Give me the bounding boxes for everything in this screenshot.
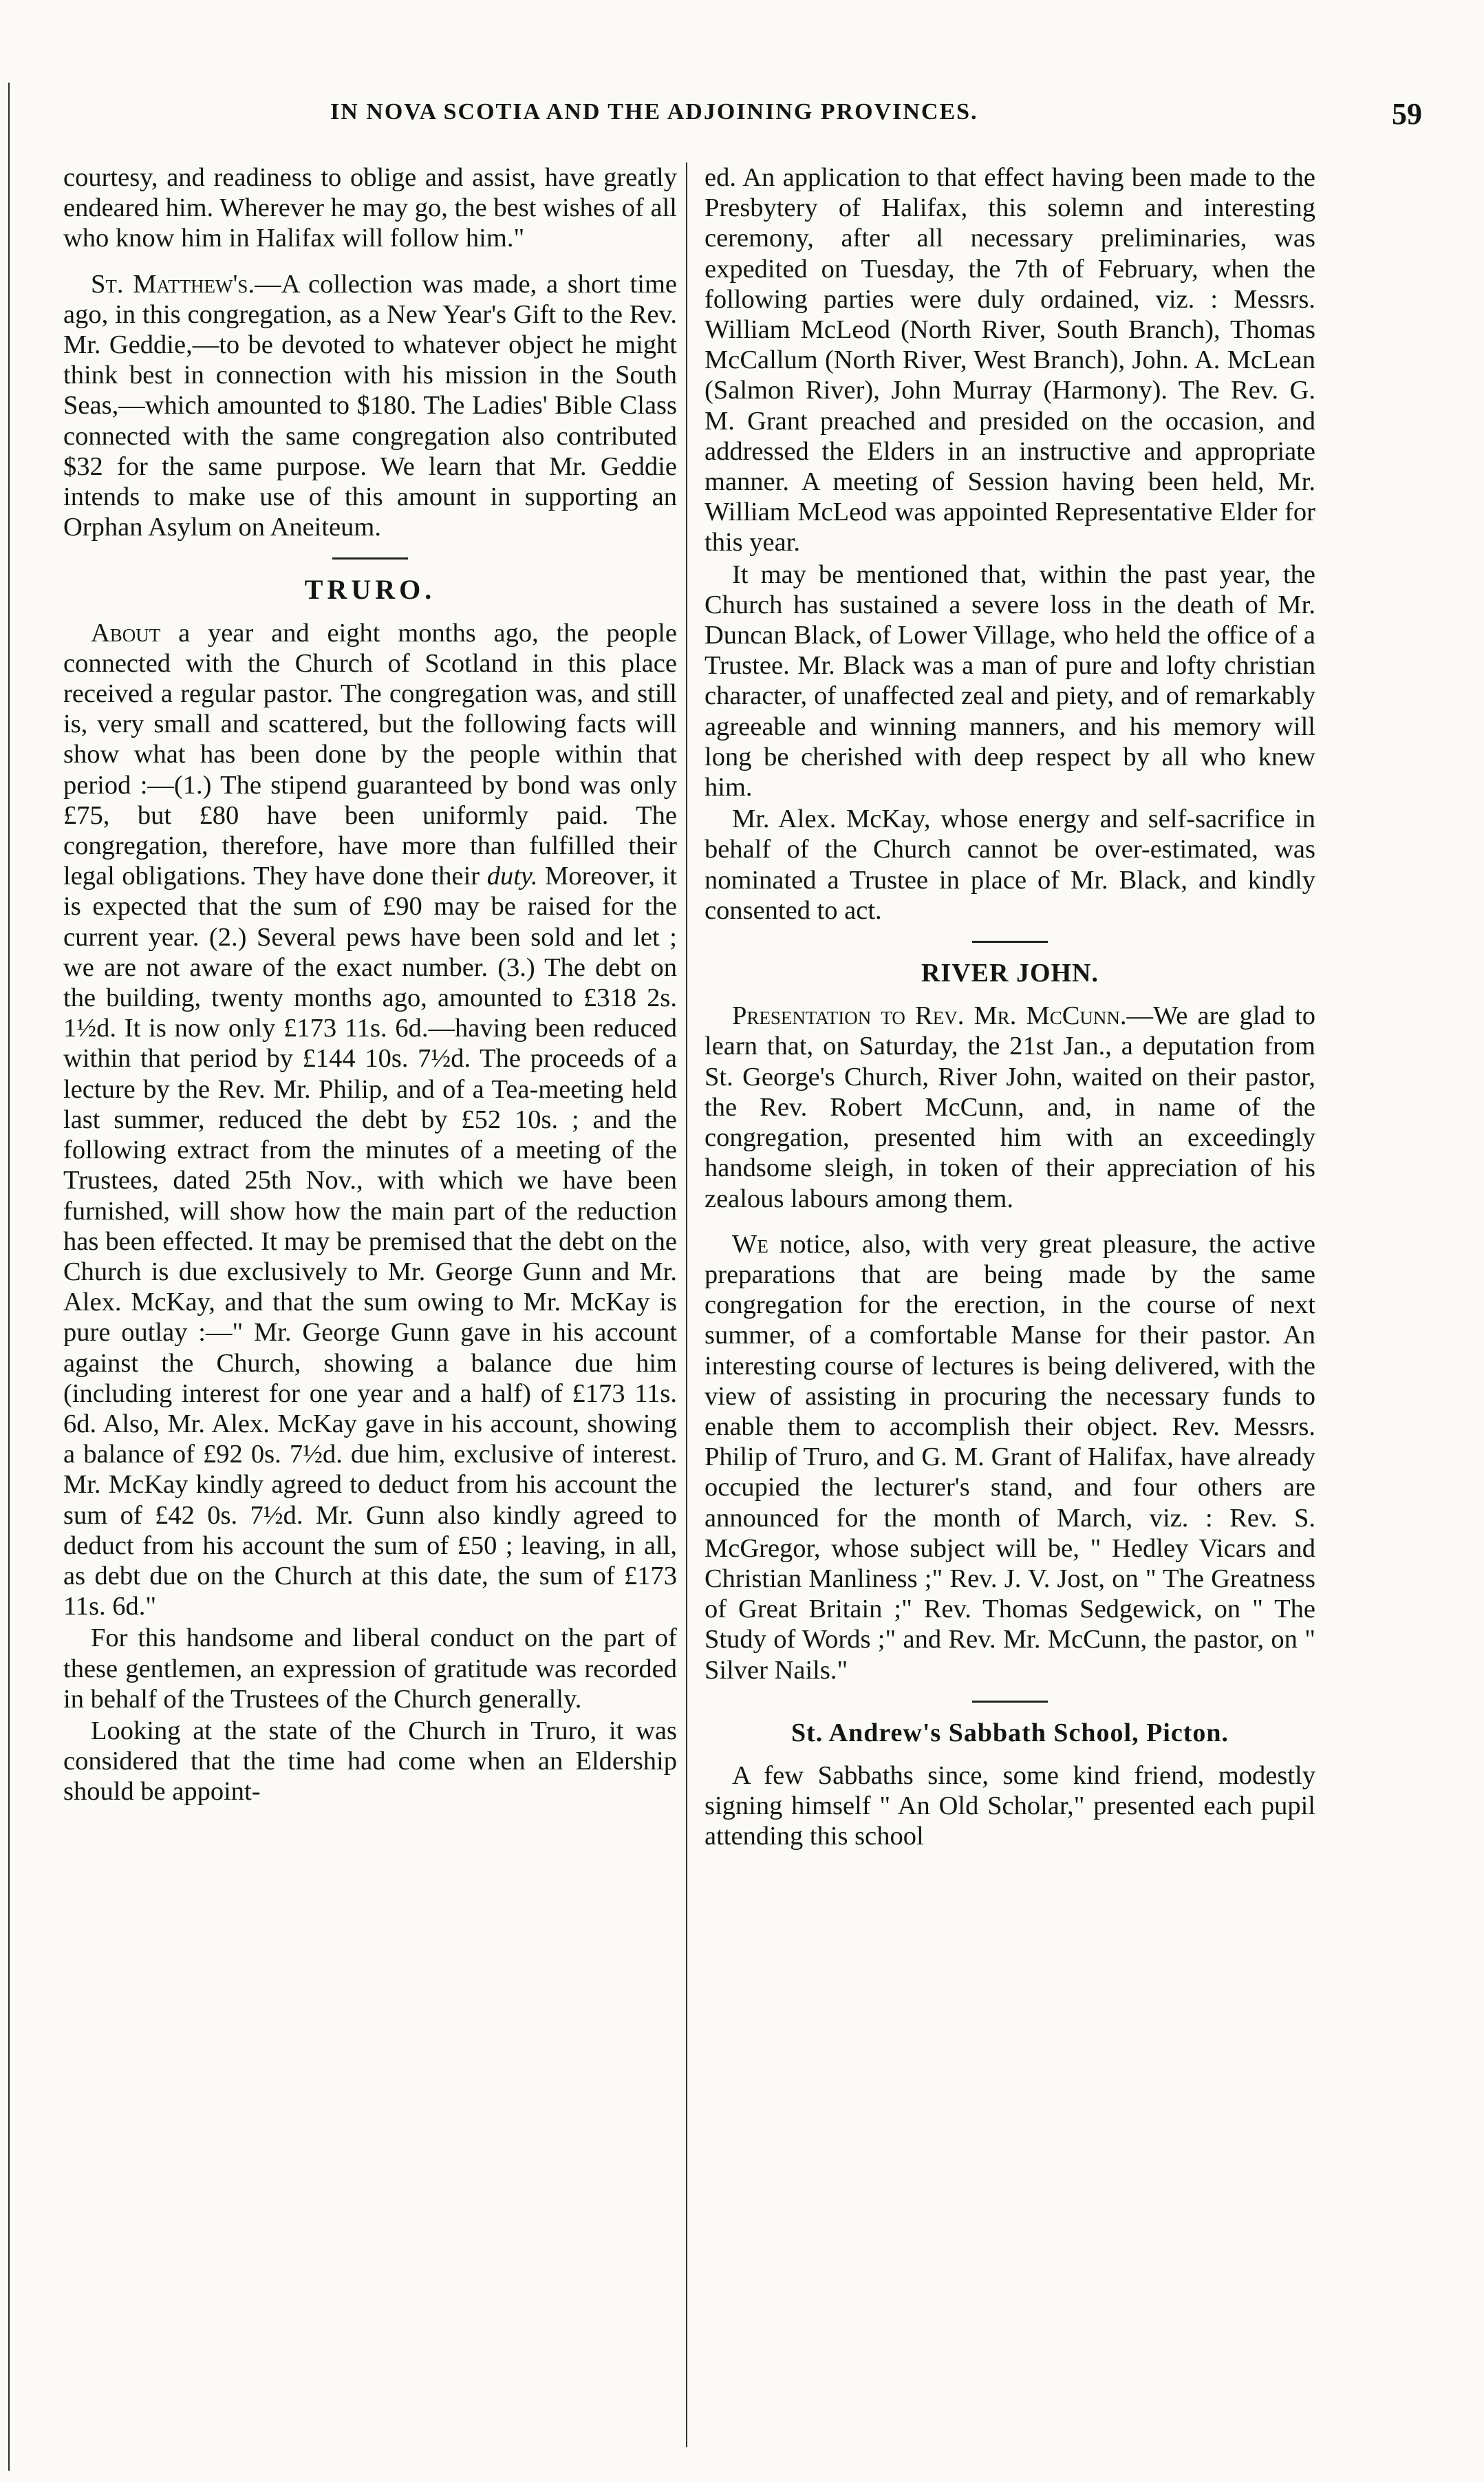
section-rule xyxy=(332,557,408,560)
paragraph-st-matthews xyxy=(63,269,677,543)
paragraph: It may be mentioned that, within the past year, the Church has sustained a severe loss in the death of Mr. Duncan Black, of Lower Village, who held the office of a Trustee. Mr. Black was a man of pure and lofty christian character, of unaffected zeal and piety, and of remarkably agreeable and winning manners, and his memory will long be cherished with deep respect by all who knew him. xyxy=(705,560,1315,802)
section-heading-truro: TRURO. xyxy=(304,574,436,606)
paragraph: Mr. Alex. McKay, whose energy and self-sacrifice in behalf of the Church cannot be over-estimated, was nominated a Trustee in place of Mr. Black, and kindly consented to act. xyxy=(705,805,1315,925)
paragraph-manse: We notice, also, with very great pleasure, the active preparations that are being made by the same congregation for the erection, in the course of next summer, of a comfortable Manse for their pastor. An interesting course of lectures is being delivered, with the view of assisting in procuring the necessary funds to enable them to accomplish their object. Rev. Messrs. Philip of Truro, and G. M. Grant of Halifax, have already occupied the lecturer's stand, and four others are announced for the month of March, viz. : Rev. S. McGregor, whose subject will be, " Hedley Vicars and Christian Manliness ;" Rev. J. V. Jost, on " The Greatness of Great Britain ;" Rev. Thomas Sedgewick, on " The Study of Words ;" and Rev. Mr. McCunn, the pastor, on " Silver Nails." xyxy=(705,1229,1315,1685)
paragraph-text: —A collection was made, a short time ago, in this congregation, as a New Year's Gift to the Rev. Mr. Geddie,—to be devoted to whatever object he might think best in connection with his mission in the South Seas,—which amounted to $180. The Ladies' Bible Class connected with the same congregation also contributed $32 for the same purpose. We learn that Mr. Geddie intends to make use of this amount in supporting an Orphan Asylum on Aneiteum. xyxy=(63,269,677,542)
page-number: 59 xyxy=(1392,97,1422,131)
section-heading-river-john: RIVER JOHN. xyxy=(921,959,1099,988)
run-in-heading: Presentation to Rev. Mr. McCunn. xyxy=(732,1001,1127,1031)
paragraph: courtesy, and readiness to oblige and assist, have greatly endeared him. Wherever he may go, the best wishes of all who know him in Halifax will follow him." xyxy=(63,163,677,253)
paragraph: A few Sabbaths since, some kind friend, modestly signing himself " An Old Scholar," presented each pupil attending this school xyxy=(705,1760,1315,1851)
right-column xyxy=(705,162,1315,1852)
running-title: IN NOVA SCOTIA AND THE ADJOINING PROVINCES. xyxy=(330,99,978,125)
paragraph: Looking at the state of the Church in Truro, it was considered that the time had come when an Eldership should be appoint- xyxy=(63,1716,677,1807)
column-divider xyxy=(686,162,687,2447)
section-rule xyxy=(972,1701,1048,1703)
run-in-heading: St. Matthew's. xyxy=(91,269,255,299)
section-rule xyxy=(972,941,1048,943)
paragraph-truro: About a year and eight months ago, the people connected with the Church of Scotland in this place received a regular pastor. The congregation was, and still is, very small and scattered, but the following facts will show what has been done by the people within that period :—(1.) The stipend guaranteed by bond was only £75, but £80 have been uniformly paid. The congregation, therefore, have more than fulfilled their legal obligations. They have done their duty. Moreover, it is expected that the sum of £90 may be raised for the current year. (2.) Several pews have been sold and let ; we are not aware of the exact number. (3.) The debt on the building, twenty months ago, amounted to £318 2s. 1½d. It is now only £173 11s. 6d.—having been reduced within that period by £144 10s. 7½d. The proceeds of a lecture by the Rev. Mr. Philip, and of a Tea-meeting held last summer, reduced the debt by £52 10s. ; and the following extract from the minutes of a meeting of the Trustees, dated 25th Nov., with which we have been furnished, will show how the main part of the reduction has been effected. It may be premised that the debt on the Church is due exclusively to Mr. George Gunn and Mr. Alex. McKay, and that the sum owing to Mr. McKay is pure outlay :—" Mr. George Gunn gave in his account against the Church, showing a balance due him (including interest for one year and a half) of £173 11s. 6d. Also, Mr. Alex. McKay gave in his account, showing a balance of £92 0s. 7½d. due him, exclusive of interest. Mr. McKay kindly agreed to deduct from his account the sum of £42 0s. 7½d. Mr. Gunn also kindly agreed to deduct from his account the sum of £50 ; leaving, in all, as debt due on the Church at this date, the sum of £173 11s. 6d." xyxy=(63,618,677,1621)
section-heading-st-andrews: St. Andrew's Sabbath School, Picton. xyxy=(791,1718,1229,1747)
drop-lead: About xyxy=(91,618,161,648)
left-column xyxy=(63,162,677,1807)
paragraph: For this handsome and liberal conduct on the part of these gentlemen, an expression of gratitude was recorded in behalf of the Trustees of the Church generally. xyxy=(63,1623,677,1714)
paragraph-presentation: Presentation to Rev. Mr. McCunn.—We are glad to learn that, on Saturday, the 21st Jan., a deputation from St. George's Church, River John, waited on their pastor, the Rev. Robert McCunn, and, in name of the congregation, presented him with an exceedingly handsome sleigh, in token of their appreciation of his zealous labours among them. xyxy=(705,1001,1315,1213)
paragraph: ed. An application to that effect having been made to the Presbytery of Halifax, this solemn and interesting ceremony, after all necessary preliminaries, was expedited on Tuesday, the 7th of February, when the following parties were duly ordained, viz. : Messrs. William McLeod (North River, South Branch), Thomas McCallum (North River, West Branch), John. A. McLean (Salmon River), John Murray (Harmony). The Rev. G. M. Grant preached and presided on the occasion, and addressed the Elders in an instructive and appropriate manner. A meeting of Session having been held, Mr. William McLeod was appointed Representative Elder for this year. xyxy=(705,163,1315,557)
page-edge-rule xyxy=(8,83,10,2471)
drop-lead: We xyxy=(732,1229,768,1259)
running-header xyxy=(62,96,1422,138)
